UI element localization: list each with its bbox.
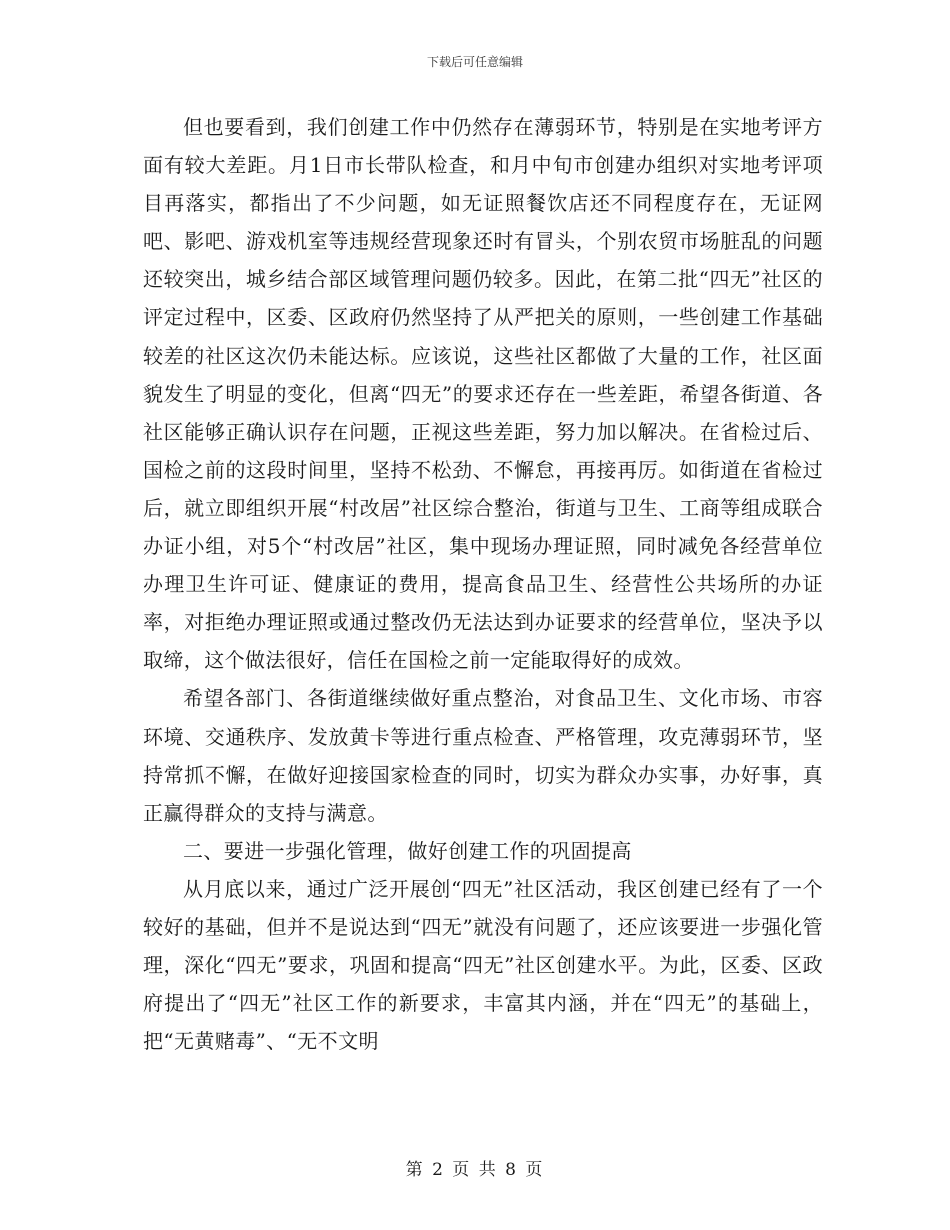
paragraph-1: 但也要看到，我们创建工作中仍然存在薄弱环节，特别是在实地考评方面有较大差距。月1日市长带队检查，和月中旬市创建办组织对实地考评项目再落实，都指出了不少问题，如无证照餐饮店还不同程度存在，无证网吧、影吧、游戏机室等违规经营现象还时有冒头，个别农贸市场脏乱的问题还较突出，城乡结合部区域管理问题仍较多。因此，在第二批“四无”社区的评定过程中，区委、区政府仍然坚持了从严把关的原则，一些创建工作基础较差的社区这次仍未能达标。应该说，这些社区都做了大量的工作，社区面貌发生了明显的变化，但离“四无”的要求还存在一些差距，希望各街道、各社区能够正确认识存在问题，正视这些差距，努力加以解决。在省检过后、国检之前的这段时间里，坚持不松劲、不懈怠，再接再厉。如街道在省检过后，就立即组织开展“村改居”社区综合整治，街道与卫生、工商等组成联合办证小组，对5个“村改居”社区，集中现场办理证照，同时减免各经营单位办理卫生许可证、健康证的费用，提高食品卫生、经营性公共场所的办证率，对拒绝办理证照或通过整改仍无法达到办证要求的经营单位，坚决予以取缔，这个做法很好，信任在国检之前一定能取得好的成效。 [143,115,823,673]
paragraph-2: 希望各部门、各街道继续做好重点整治，对食品卫生、文化市场、市容环境、交通秩序、发放黄卡等进行重点检查、严格管理，攻克薄弱环节，坚持常抓不懈，在做好迎接国家检查的同时，切实为群众办实事，办好事，真正赢得群众的支持与满意。 [143,686,823,825]
page-header-note: 下载后可任意编辑 [426,55,523,69]
section-heading: 二、要进一步强化管理，做好创建工作的巩固提高 [183,838,632,863]
document-body [143,108,823,1060]
page-number: 第 2 页 共 8 页 [405,1160,545,1180]
paragraph-3: 从月底以来，通过广泛开展创“四无”社区活动，我区创建已经有了一个较好的基础，但并不是说达到“四无”就没有问题了，还应该要进一步强化管理，深化“四无”要求，巩固和提高“四无”社区创建水平。为此，区委、区政府提出了“四无”社区工作的新要求，丰富其内涵，并在“四无”的基础上，把“无黄赌毒”、“无不文明 [143,876,823,1054]
